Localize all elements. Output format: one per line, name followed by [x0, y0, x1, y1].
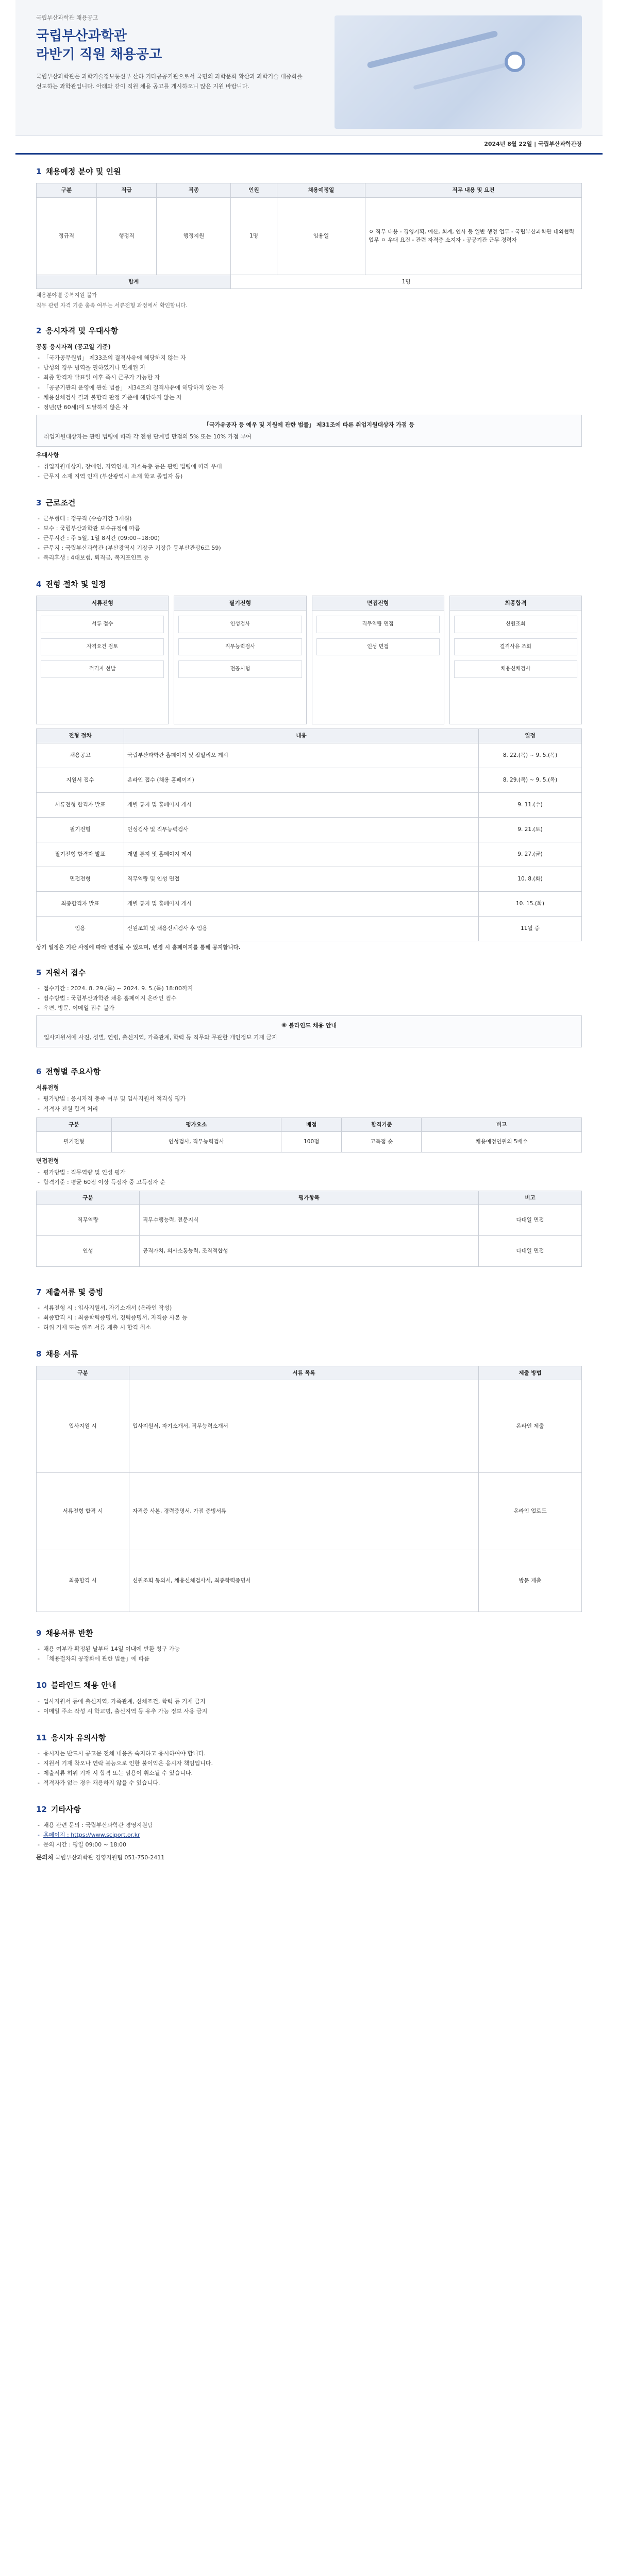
total-value: 1명	[231, 275, 582, 289]
step-item: 자격요건 검토	[41, 638, 164, 656]
section-title	[36, 166, 582, 178]
section-heading: 채용예정 분야 및 인원	[45, 167, 121, 176]
table-row	[37, 1380, 582, 1472]
table-cell: 행정지원	[157, 197, 231, 275]
notice-intro: 국립부산과학관은 과학기술정보통신부 산하 기타공공기관으로서 국민의 과학문화 확산과 과학기술 대중화를 선도하는 과학관입니다. 아래와 같이 직원 채용 공고를 게시하오니 많은 지원 바랍니다.	[36, 73, 303, 90]
table-cell: 필기전형 합격자 발표	[37, 842, 124, 867]
section-number: 4	[36, 580, 42, 589]
section-title	[36, 967, 582, 979]
notice-title-line1: 국립부산과학관	[36, 28, 127, 44]
table-cell: 채용공고	[37, 743, 124, 768]
section-heading: 전형 절차 및 일정	[45, 580, 106, 589]
table-header: 비고	[422, 1117, 582, 1131]
contact-info: 국립부산과학관 경영지원팀 051-750-2411	[55, 1854, 165, 1861]
recruitment-notice	[15, 0, 603, 1867]
table-header: 비고	[479, 1191, 582, 1205]
list-item: - 제출서류 허위 기재 시 합격 또는 임용이 취소될 수 있습니다.	[36, 1769, 582, 1777]
list-item: - 적격자 전원 합격 처리	[36, 1105, 582, 1113]
list-item: - 문의 시간 : 평일 09:00 ~ 18:00	[36, 1840, 582, 1849]
table-cell: 서류전형 합격자 발표	[37, 792, 124, 817]
section-number: 2	[36, 326, 42, 336]
table-header: 인원	[231, 183, 277, 197]
section-heading: 응시자 유의사항	[51, 1733, 106, 1742]
table-cell: 8. 29.(목) ~ 9. 5.(목)	[479, 768, 582, 792]
table-row	[37, 1131, 582, 1152]
list-item: - 허위 기재 또는 위조 서류 제출 시 합격 취소	[36, 1323, 582, 1332]
list-item: - 입사지원서 등에 출신지역, 가족관계, 신체조건, 학력 등 기재 금지	[36, 1697, 582, 1706]
table-cell: 개별 통지 및 홈페이지 게시	[124, 842, 479, 867]
list-item: - 평가방법 : 응시자격 충족 여부 및 입사지원서 적격성 평가	[36, 1094, 582, 1103]
table-cell: 10. 15.(화)	[479, 891, 582, 916]
table-cell: 개별 통지 및 홈페이지 게시	[124, 792, 479, 817]
table-cell: 직무수행능력, 전문지식	[140, 1205, 479, 1236]
step-item: 인성검사	[178, 616, 302, 633]
table-header: 구분	[37, 183, 97, 197]
section-cautions	[15, 1721, 603, 1792]
table-header: 구분	[37, 1191, 140, 1205]
step-title: 필기전형	[174, 596, 306, 611]
table-row	[37, 916, 582, 941]
list-item: - 보수 : 국립부산과학관 보수규정에 따름	[36, 524, 582, 533]
section-number: 3	[36, 498, 42, 507]
table-cell: 공직가치, 의사소통능력, 조직적합성	[140, 1236, 479, 1267]
list-item: - 근무지 소재 지역 인재 (부산광역시 소재 학교 졸업자 등)	[36, 472, 582, 481]
contact-label: 문의처	[36, 1854, 54, 1861]
table-row	[37, 1550, 582, 1612]
list-item: - 채용신체검사 결과 불합격 판정 기준에 해당하지 않는 자	[36, 393, 582, 402]
table-cell: 인성검사, 직무능력검사	[111, 1131, 281, 1152]
illustration-bar	[366, 30, 498, 69]
box-title: 「국가유공자 등 예우 및 지원에 관한 법률」 제31조에 따른 취업지원대상자 가점 등	[204, 421, 414, 428]
table-row	[37, 817, 582, 842]
table-cell: 11월 중	[479, 916, 582, 941]
step-title: 최종합격	[450, 596, 581, 611]
section-title	[36, 1680, 582, 1691]
table-row	[37, 1472, 582, 1550]
list-item: - 복리후생 : 4대보험, 퇴직금, 복지포인트 등	[36, 553, 582, 562]
list-item: - 평가방법 : 직무역량 및 인성 평가	[36, 1168, 582, 1177]
process-flow	[36, 596, 582, 724]
section-heading: 전형별 주요사항	[45, 1067, 101, 1077]
list-item: - 합격기준 : 평균 60점 이상 득점자 중 고득점자 순	[36, 1178, 582, 1187]
schedule-note: 상기 일정은 기관 사정에 따라 변경될 수 있으며, 변경 시 홈페이지를 통해 공지합니다.	[36, 944, 241, 951]
table-cell: 1명	[231, 197, 277, 275]
section-number: 8	[36, 1349, 42, 1359]
section-conditions	[15, 486, 603, 567]
table-cell: 지원서 접수	[37, 768, 124, 792]
illustration-circle	[505, 52, 525, 72]
section-heading: 근로조건	[45, 498, 76, 507]
section-submission	[15, 1337, 603, 1616]
subsection-title: 면접전형	[36, 1157, 59, 1164]
section-qualifications	[15, 314, 603, 485]
box-text: 입사지원서에 사진, 성별, 연령, 출신지역, 가족관계, 학력 등 직무와 무관한 개인정보 기재 금지	[44, 1034, 277, 1041]
list-item: - 정년(만 60세)에 도달하지 않은 자	[36, 403, 582, 412]
table-cell: 최종합격자 발표	[37, 891, 124, 916]
table-row	[37, 891, 582, 916]
list-item: - 「채용절차의 공정화에 관한 법률」에 따름	[36, 1654, 582, 1663]
table-cell: 임용	[37, 916, 124, 941]
section-heading: 채용 서류	[45, 1349, 78, 1359]
section-title	[36, 497, 582, 509]
list-item: - 남성의 경우 병역을 필하였거나 면제된 자	[36, 363, 582, 372]
table-cell: 8. 22.(목) ~ 9. 5.(목)	[479, 743, 582, 768]
step-item: 인성 면접	[316, 638, 440, 656]
table-cell: 최종합격 시	[37, 1550, 129, 1612]
schedule-table	[36, 728, 582, 941]
subsection-title: 서류전형	[36, 1083, 59, 1091]
header-illustration	[335, 15, 582, 129]
section-number: 12	[36, 1805, 47, 1815]
section-heading: 응시자격 및 우대사항	[45, 326, 119, 336]
section-positions	[15, 155, 603, 314]
section-number: 6	[36, 1067, 42, 1077]
process-step	[36, 596, 169, 724]
section-number: 1	[36, 167, 42, 176]
step-item: 적격자 선발	[41, 660, 164, 678]
table-cell: 인성검사 및 직무능력검사	[124, 817, 479, 842]
list-item: - 「국가공무원법」 제33조의 결격사유에 해당하지 않는 자	[36, 353, 582, 362]
table-cell: 채용예정인원의 5배수	[422, 1131, 582, 1152]
step-title: 서류전형	[37, 596, 168, 611]
list-item: - 근무형태 : 정규직 (수습기간 3개월)	[36, 514, 582, 523]
list-item: - 「공공기관의 운영에 관한 법률」 제34조의 결격사유에 해당하지 않는 자	[36, 383, 582, 392]
table-cell: 다대일 면접	[479, 1205, 582, 1236]
step-item: 전공시험	[178, 660, 302, 678]
section-heading: 블라인드 채용 안내	[51, 1681, 116, 1690]
section-heading: 기타사항	[51, 1805, 81, 1815]
homepage-link[interactable]: - 홈페이지 : https://www.sciport.or.kr	[36, 1831, 582, 1839]
section-misc	[15, 1792, 603, 1867]
interview-table	[36, 1191, 582, 1267]
step-item: 서류 접수	[41, 616, 164, 633]
table-header: 제출 방법	[479, 1366, 582, 1380]
step-item: 결격사유 조회	[454, 638, 577, 656]
note: 직무 관련 자격 기준 충족 여부는 서류전형 과정에서 확인합니다.	[36, 302, 188, 309]
table-header: 내용	[124, 729, 479, 743]
list-item: - 지원서 기재 착오나 연락 불능으로 인한 불이익은 응시자 책임입니다.	[36, 1759, 582, 1768]
table-header: 구분	[37, 1117, 112, 1131]
positions-table	[36, 183, 582, 289]
section-blind	[15, 1668, 603, 1720]
table-header: 채용예정일	[277, 183, 365, 197]
table-cell: 고득점 순	[342, 1131, 422, 1152]
section-return	[15, 1616, 603, 1668]
section-title	[36, 579, 582, 590]
table-row	[37, 768, 582, 792]
section-heading: 지원서 접수	[45, 968, 86, 977]
contact-block	[36, 1853, 582, 1862]
table-cell: 국립부산과학관 홈페이지 및 잡알리오 게시	[124, 743, 479, 768]
table-cell: 신원조회 및 채용신체검사 후 임용	[124, 916, 479, 941]
section-title	[36, 1348, 582, 1360]
section-heading: 채용서류 반환	[45, 1628, 93, 1638]
table-header: 직종	[157, 183, 231, 197]
table-cell: 온라인 제출	[479, 1380, 582, 1472]
list-item: - 서류전형 시 : 입사지원서, 자기소개서 (온라인 작성)	[36, 1303, 582, 1312]
table-cell: 온라인 접수 (채용 홈페이지)	[124, 768, 479, 792]
process-step	[449, 596, 582, 724]
section-title	[36, 1804, 582, 1816]
table-header: 직무 내용 및 요건	[365, 183, 582, 197]
list-item: - 최종합격 시 : 최종학력증명서, 경력증명서, 자격증 사본 등	[36, 1313, 582, 1322]
section-number: 10	[36, 1681, 47, 1690]
table-cell: 입사지원서, 자기소개서, 직무능력소개서	[129, 1380, 479, 1472]
table-header: 합격기준	[342, 1117, 422, 1131]
table-header: 전형 절차	[37, 729, 124, 743]
step-item: 채용신체검사	[454, 660, 577, 678]
section-heading: 제출서류 및 증빙	[45, 1287, 104, 1297]
veteran-bonus-box	[36, 415, 582, 447]
step-item: 신원조회	[454, 616, 577, 633]
notice-title-line2: 라반기 직원 채용공고	[36, 47, 162, 62]
box-text: 취업지원대상자는 관련 법령에 따라 각 전형 단계별 만점의 5% 또는 10% 가점 부여	[44, 433, 252, 440]
table-cell: 100점	[281, 1131, 341, 1152]
subsection-title: 공통 응시자격 (공고일 기준)	[36, 343, 111, 350]
section-title	[36, 325, 582, 337]
table-cell: 9. 11.(수)	[479, 792, 582, 817]
table-cell: 면접전형	[37, 867, 124, 891]
section-number: 11	[36, 1733, 47, 1742]
table-cell: 서류전형 합격 시	[37, 1472, 129, 1550]
step-title: 면접전형	[312, 596, 444, 611]
section-title	[36, 1286, 582, 1298]
table-cell: 인성	[37, 1236, 140, 1267]
list-item: - 접수방법 : 국립부산과학관 채용 홈페이지 온라인 접수	[36, 994, 582, 1003]
total-label: 합계	[37, 275, 231, 289]
table-cell: 온라인 업로드	[479, 1472, 582, 1550]
table-row	[37, 1236, 582, 1267]
table-header: 구분	[37, 1366, 129, 1380]
notice-date: 2024년 8월 22일 | 국립부산과학관장	[484, 140, 582, 147]
table-cell: 행정직	[96, 197, 157, 275]
table-header: 평가요소	[111, 1117, 281, 1131]
table-cell: 다대일 면접	[479, 1236, 582, 1267]
list-item: - 최종 합격자 발표일 이후 즉시 근무가 가능한 자	[36, 373, 582, 382]
table-cell: 신원조회 동의서, 채용신체검사서, 최종학력증명서	[129, 1550, 479, 1612]
table-header: 배점	[281, 1117, 341, 1131]
table-header: 평가항목	[140, 1191, 479, 1205]
table-header: 서류 목록	[129, 1366, 479, 1380]
list-item: - 응시자는 반드시 공고문 전체 내용을 숙지하고 응시하여야 합니다.	[36, 1749, 582, 1758]
table-row	[37, 867, 582, 891]
step-item: 직무능력검사	[178, 638, 302, 656]
list-item: - 채용 여부가 확정된 날부터 14일 이내에 반환 청구 가능	[36, 1645, 582, 1653]
notice-header	[15, 0, 603, 155]
section-documents	[15, 1275, 603, 1337]
submission-table	[36, 1366, 582, 1612]
section-number: 9	[36, 1628, 42, 1638]
list-item: - 적격자가 없는 경우 채용하지 않을 수 있습니다.	[36, 1778, 582, 1787]
table-cell: ㅇ 직무 내용 - 경영기획, 예산, 회계, 인사 등 일반 행정 업무 - 국립부산과학관 대외협력 업무 ㅇ 우대 요건 - 관련 자격증 소지자 - 공공기관 근무 경력자	[365, 197, 582, 275]
table-cell: 직무역량 및 인성 면접	[124, 867, 479, 891]
box-title: ※ 블라인드 채용 안내	[281, 1022, 337, 1029]
process-step	[312, 596, 444, 724]
table-cell: 직무역량	[37, 1205, 140, 1236]
table-row	[37, 743, 582, 768]
note: 채용분야별 중복지원 불가	[36, 292, 97, 298]
section-title	[36, 1066, 582, 1078]
section-evaluation	[15, 1055, 603, 1275]
institution-label: 국립부산과학관 채용공고	[36, 14, 98, 21]
blind-hiring-box	[36, 1015, 582, 1047]
list-item: - 채용 관련 문의 : 국립부산과학관 경영지원팀	[36, 1821, 582, 1829]
section-application	[15, 956, 603, 1055]
subsection-title: 우대사항	[36, 451, 59, 459]
section-number: 5	[36, 968, 42, 977]
table-cell: 9. 27.(금)	[479, 842, 582, 867]
process-step	[174, 596, 306, 724]
table-header: 일정	[479, 729, 582, 743]
table-cell: 임용일	[277, 197, 365, 275]
table-cell: 개별 통지 및 홈페이지 게시	[124, 891, 479, 916]
table-cell: 10. 8.(화)	[479, 867, 582, 891]
section-number: 7	[36, 1287, 42, 1297]
table-cell: 9. 21.(토)	[479, 817, 582, 842]
list-item: - 우편, 방문, 이메일 접수 불가	[36, 1004, 582, 1012]
table-cell: 입사지원 시	[37, 1380, 129, 1472]
table-cell: 정규직	[37, 197, 97, 275]
section-title	[36, 1732, 582, 1744]
table-cell: 필기전형	[37, 817, 124, 842]
step-item: 직무역량 면접	[316, 616, 440, 633]
list-item: - 취업지원대상자, 장애인, 지역인재, 저소득층 등은 관련 법령에 따라 우대	[36, 462, 582, 471]
table-row	[37, 1205, 582, 1236]
list-item: - 이메일 주소 작성 시 학교명, 출신지역 등 유추 가능 정보 사용 금지	[36, 1707, 582, 1716]
table-cell: 방문 제출	[479, 1550, 582, 1612]
list-item: - 접수기간 : 2024. 8. 29.(목) ~ 2024. 9. 5.(목) 18:00까지	[36, 984, 582, 993]
table-cell: 필기전형	[37, 1131, 112, 1152]
section-title	[36, 1628, 582, 1639]
table-cell: 자격증 사본, 경력증명서, 가점 증빙서류	[129, 1472, 479, 1550]
table-row	[37, 792, 582, 817]
written-test-table	[36, 1117, 582, 1153]
table-header: 직급	[96, 183, 157, 197]
list-item: - 근무지 : 국립부산과학관 (부산광역시 기장군 기장읍 동부산관광6로 59)	[36, 544, 582, 552]
list-item: - 근무시간 : 주 5일, 1일 8시간 (09:00~18:00)	[36, 534, 582, 543]
section-process	[15, 567, 603, 956]
table-row	[37, 842, 582, 867]
